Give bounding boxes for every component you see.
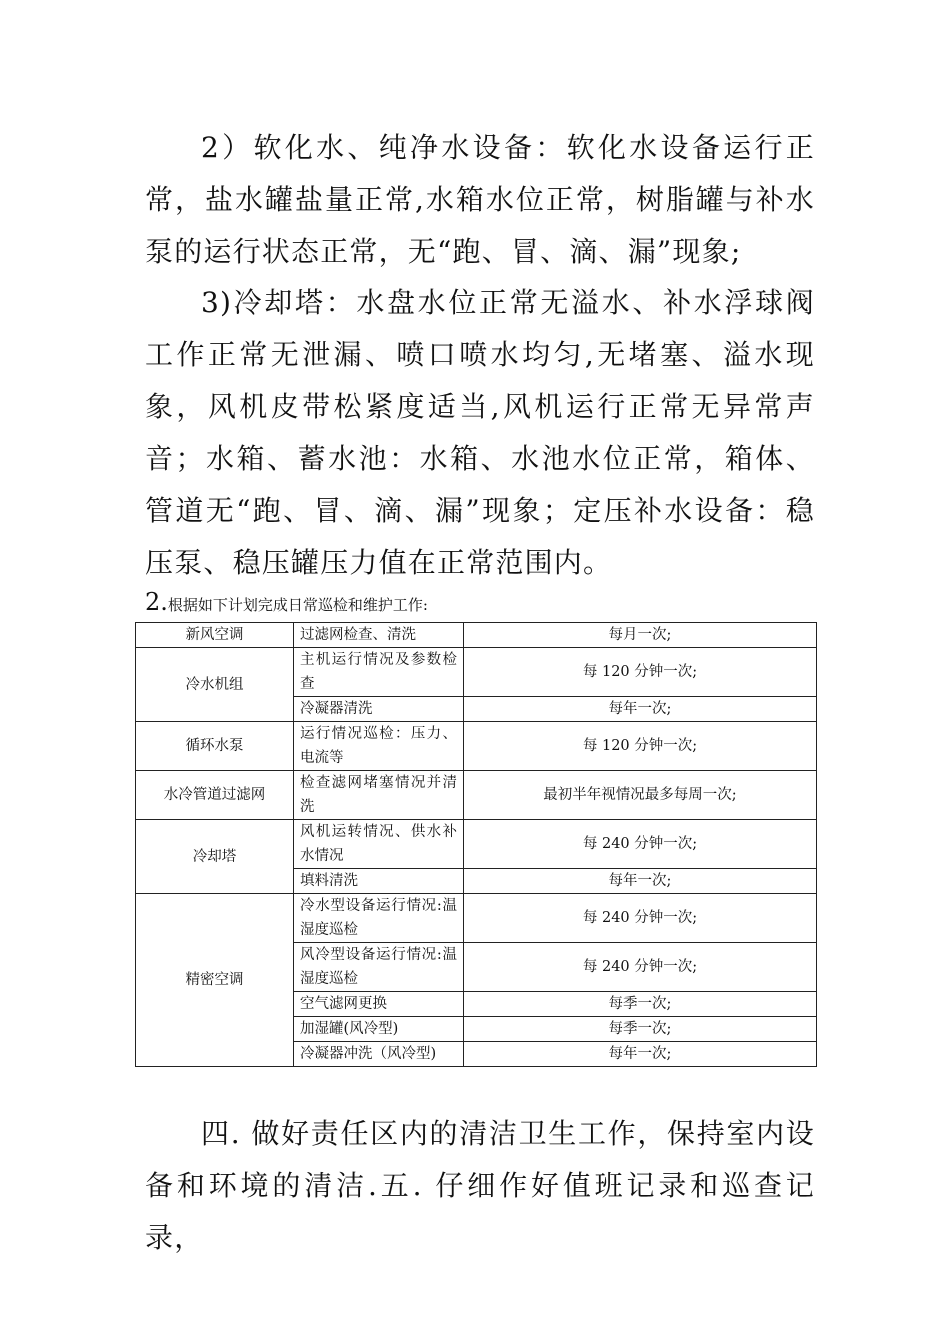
table-row: [136, 820, 817, 869]
task-cell: 加湿罐(风冷型): [294, 1017, 464, 1042]
equipment-cell: 水冷管道过滤网: [136, 771, 294, 820]
task-cell: 风冷型设备运行情况:温湿度巡检: [294, 943, 464, 992]
frequency-cell: 每季一次;: [464, 1017, 817, 1042]
frequency-cell: 每 240 分钟一次;: [464, 894, 817, 943]
paragraph-cleaning-duty: 四. 做好责任区内的清洁卫生工作，保持室内设备和环境的清洁.五. 仔细作好值班记录和巡查记录，: [145, 1117, 815, 1254]
frequency-cell: 每年一次;: [464, 1042, 817, 1067]
table-row: [136, 722, 817, 771]
equipment-cell: 循环水泵: [136, 722, 294, 771]
paragraph-cooling-tower: 3)冷却塔：水盘水位正常无溢水、补水浮球阀工作正常无泄漏、喷口喷水均匀,无堵塞、溢水现象，风机皮带松紧度适当,风机运行正常无异常声音；水箱、蓄水池：水箱、水池水位正常，箱体、管道无“跑、冒、滴、漏”现象；定压补水设备：稳压泵、稳压罐压力值在正常范围内。: [145, 286, 815, 579]
frequency-cell: 每月一次;: [464, 623, 817, 648]
table-row: [136, 771, 817, 820]
task-cell: 过滤网检查、清洗: [294, 623, 464, 648]
equipment-cell: 精密空调: [136, 894, 294, 1067]
task-cell: 冷水型设备运行情况:温湿度巡检: [294, 894, 464, 943]
task-cell: 空气滤网更换: [294, 992, 464, 1017]
equipment-cell: 冷却塔: [136, 820, 294, 894]
section-title: 根据如下计划完成日常巡检和维护工作:: [167, 596, 428, 614]
table-row: [136, 648, 817, 697]
table-row: [136, 623, 817, 648]
section-2-heading: [145, 588, 428, 616]
task-cell: 冷凝器清洗: [294, 697, 464, 722]
paragraph-softened-water: 2）软化水、纯净水设备：软化水设备运行正常，盐水罐盐量正常,水箱水位正常，树脂罐与补水泵的运行状态正常，无“跑、冒、滴、漏”现象;: [145, 131, 815, 268]
task-cell: 填料清洗: [294, 869, 464, 894]
task-cell: 检查滤网堵塞情况并清洗: [294, 771, 464, 820]
section-number: 2.: [145, 588, 168, 616]
maintenance-plan-table: [135, 622, 817, 1067]
task-cell: 风机运转情况、供水补水情况: [294, 820, 464, 869]
frequency-cell: 最初半年视情况最多每周一次;: [464, 771, 817, 820]
frequency-cell: 每年一次;: [464, 697, 817, 722]
frequency-cell: 每 120 分钟一次;: [464, 722, 817, 771]
table-row: [136, 894, 817, 943]
task-cell: 主机运行情况及参数检查: [294, 648, 464, 697]
equipment-cell: 新风空调: [136, 623, 294, 648]
frequency-cell: 每 240 分钟一次;: [464, 820, 817, 869]
frequency-cell: 每 240 分钟一次;: [464, 943, 817, 992]
task-cell: 运行情况巡检：压力、电流等: [294, 722, 464, 771]
task-cell: 冷凝器冲洗（风冷型): [294, 1042, 464, 1067]
frequency-cell: 每 120 分钟一次;: [464, 648, 817, 697]
frequency-cell: 每季一次;: [464, 992, 817, 1017]
frequency-cell: 每年一次;: [464, 869, 817, 894]
equipment-cell: 冷水机组: [136, 648, 294, 722]
